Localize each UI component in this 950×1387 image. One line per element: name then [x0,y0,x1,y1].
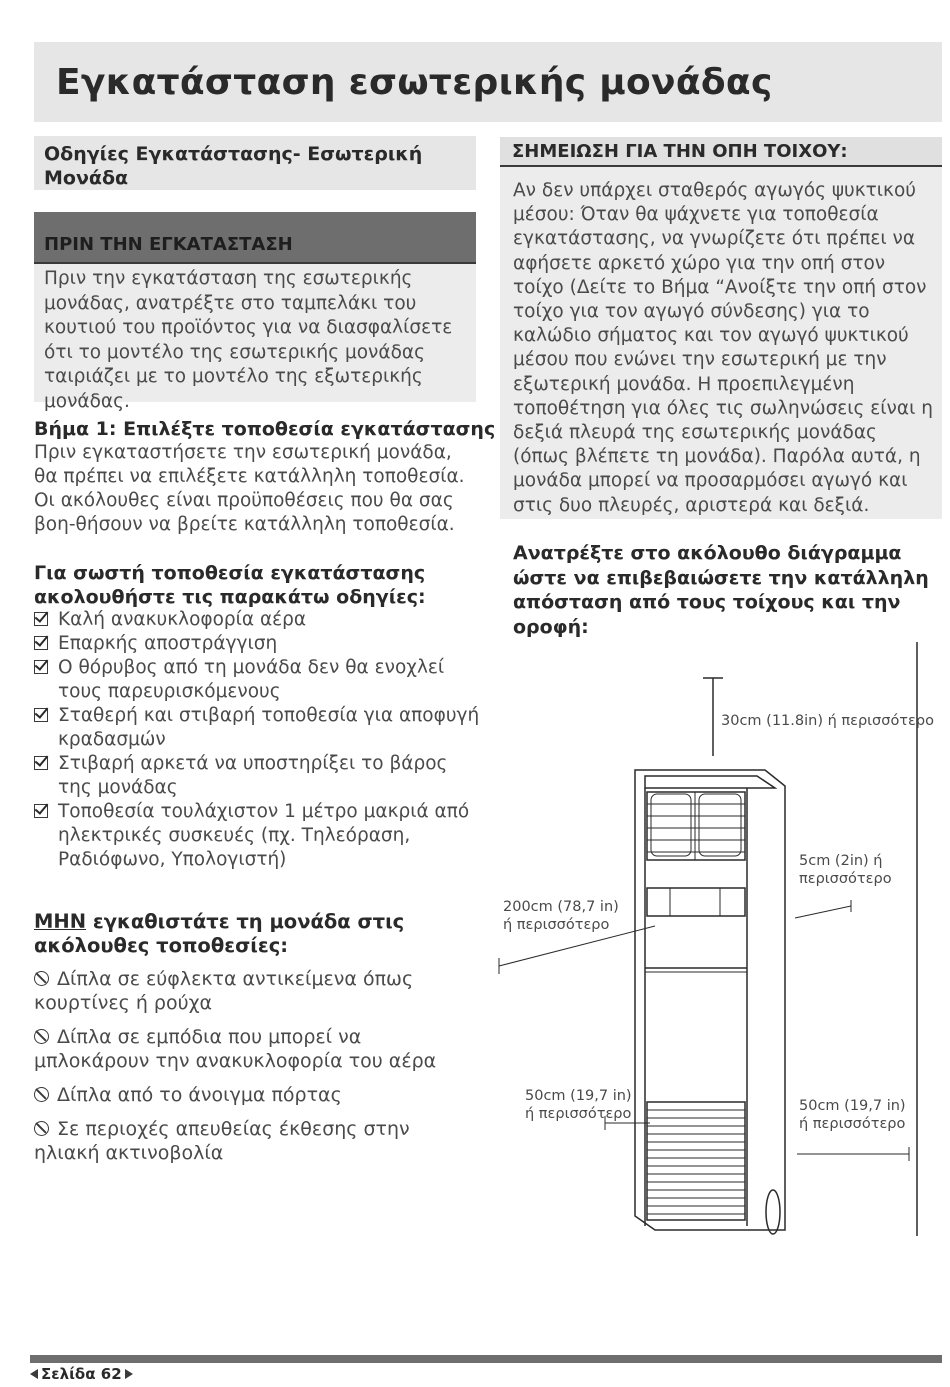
before-installation-heading: ΠΡΙΝ ΤΗΝ ΕΓΚΑΤΑΣΤΑΣΗ [44,234,293,255]
dont-item: Σε περιοχές απευθείας έκθεσης στην ηλιακή ακτινοβολία [34,1118,410,1164]
checklist-item: Επαρκής αποστράγγιση [34,632,480,656]
prohibited-icon [34,1029,49,1044]
checklist-item: Τοποθεσία τουλάχιστον 1 μέτρο μακριά από ηλεκτρικές συσκευές (πχ. Τηλεόραση, Ραδιόφωνο, Υπολογιστή) [34,800,480,872]
label-right-clearance-line1: 50cm (19,7 in) [799,1098,906,1114]
checkbox-checked-icon [34,660,48,674]
location-checklist [34,608,480,872]
next-page-icon [125,1369,133,1379]
dont-item: Δίπλα σε εμπόδια που μπορεί να μπλοκάρουν την ανακυκλοφορία του αέρα [34,1026,437,1072]
dont-emphasis: ΜΗΝ [34,910,87,933]
checkbox-checked-icon [34,612,48,626]
checkbox-checked-icon [34,708,48,722]
step1-text: Πριν εγκαταστήσετε την εσωτερική μονάδα, θα πρέπει να επιλέξετε κατάλληλη τοποθεσία. Οι ακόλουθες είναι προϋποθέσεις που θα σας βοη-θήσουν να βρείτε κατάλληλη τοποθεσία. [34,442,465,535]
checkbox-checked-icon [34,756,48,770]
label-front-clearance-line1: 200cm (78,7 in) [503,899,619,915]
section-subheading [34,136,476,190]
clearance-diagram [495,636,950,1256]
page-title: Εγκατάσταση εσωτερικής μονάδας [56,62,773,103]
prohibited-icon [34,971,49,986]
before-installation-box [34,212,476,412]
label-top-clearance: 30cm (11.8in) ή περισσότερο [721,713,934,729]
label-front-clearance-line2: ή περισσότερο [503,917,610,933]
before-installation-text: Πριν την εγκατάσταση της εσωτερικής μονάδας, ανατρέξτε στο ταμπελάκι του κουτιού του προϊόντος για να διασφαλίσετε ότι το μοντέλο της εσωτερικής μονάδας ταιριάζει με το μοντέλο της εξωτερικής μονάδας. [44,268,453,412]
label-left-clearance-line1: 50cm (19,7 in) [525,1088,632,1104]
label-right-clearance-line2: ή περισσότερο [799,1116,906,1132]
subheading-text: Οδηγίες Εγκατάστασης- Εσωτερική Μονάδα [44,143,423,189]
previous-page-icon [30,1369,38,1379]
dont-install-heading: ΜΗΝ εγκαθιστάτε τη μονάδα στις ακόλουθες τοποθεσίες: [34,910,405,957]
checklist-item: Σταθερή και στιβαρή τοποθεσία για αποφυγή κραδασμών [34,704,480,752]
footer-bar [30,1355,942,1363]
prohibited-icon [34,1121,49,1136]
page-footer [30,1365,133,1383]
dont-item: Δίπλα από το άνοιγμα πόρτας [34,1083,480,1107]
checkbox-checked-icon [34,804,48,818]
step1-heading: Βήμα 1: Επιλέξτε τοποθεσία εγκατάστασης [34,418,496,440]
step1-section [34,417,496,537]
checkbox-checked-icon [34,636,48,650]
dont-install-list [34,967,480,1175]
checklist-item: Καλή ανακυκλοφορία αέρα [34,608,480,632]
wall-hole-note-box [500,137,942,519]
checklist-item: Ο θόρυβος από τη μονάδα δεν θα ενοχλεί τους παρευρισκόμενους [34,656,480,704]
location-guide-heading: Για σωστή τοποθεσία εγκατάστασης ακολουθήστε τις παρακάτω οδηγίες: [34,562,426,608]
page-number: Σελίδα 62 [41,1365,122,1383]
dont-item: Δίπλα σε εύφλεκτα αντικείμενα όπως κουρτίνες ή ρούχα [34,968,414,1014]
label-side-clearance-line1: 5cm (2in) ή [799,853,883,869]
label-side-clearance-line2: περισσότερο [799,871,892,887]
label-left-clearance-line2: ή περισσότερο [525,1106,632,1122]
prohibited-icon [34,1087,49,1102]
wall-hole-note-text: Αν δεν υπάρχει σταθερός αγωγός ψυκτικού μέσου: Όταν θα ψάχνετε για τοποθεσία εγκατάστασης, να γνωρίζετε ότι πρέπει να αφήσετε αρκετό χώρο για την οπή στον τοίχο (Δείτε το Βήμα “Ανοίξτε την οπή στον τοίχο για τον αγωγό σύνδεσης) για το καλώδιο σήματος και τον αγωγό ψυκτικού μέσου που ενώνει την εσωτερική με την εξωτερική μονάδα. Η προεπιλεγμένη τοποθέτηση για όλες τις σωληνώσεις είναι η δεξιά πλευρά της εσωτερικής μονάδας (όπως βλέπετε τη μονάδα). Παρόλα αυτά, η μονάδα μπορεί να προσαρμόσει αγωγό και στις δυο πλευρές, αριστερά και δεξιά. [513,180,933,516]
checklist-item: Στιβαρή αρκετά να υποστηρίξει το βάρος της μονάδας [34,752,480,800]
diagram-heading: Ανατρέξτε στο ακόλουθο διάγραμμα ώστε να επιβεβαιώσετε την κατάλληλη απόσταση από τους τοίχους και την οροφή: [513,542,929,638]
title-bar [34,42,942,122]
before-installation-header [34,212,476,264]
wall-hole-note-header [500,137,942,167]
wall-hole-note-heading: ΣΗΜΕΙΩΣΗ ΓΙΑ ΤΗΝ ΟΠΗ ΤΟΙΧΟΥ: [512,141,848,162]
